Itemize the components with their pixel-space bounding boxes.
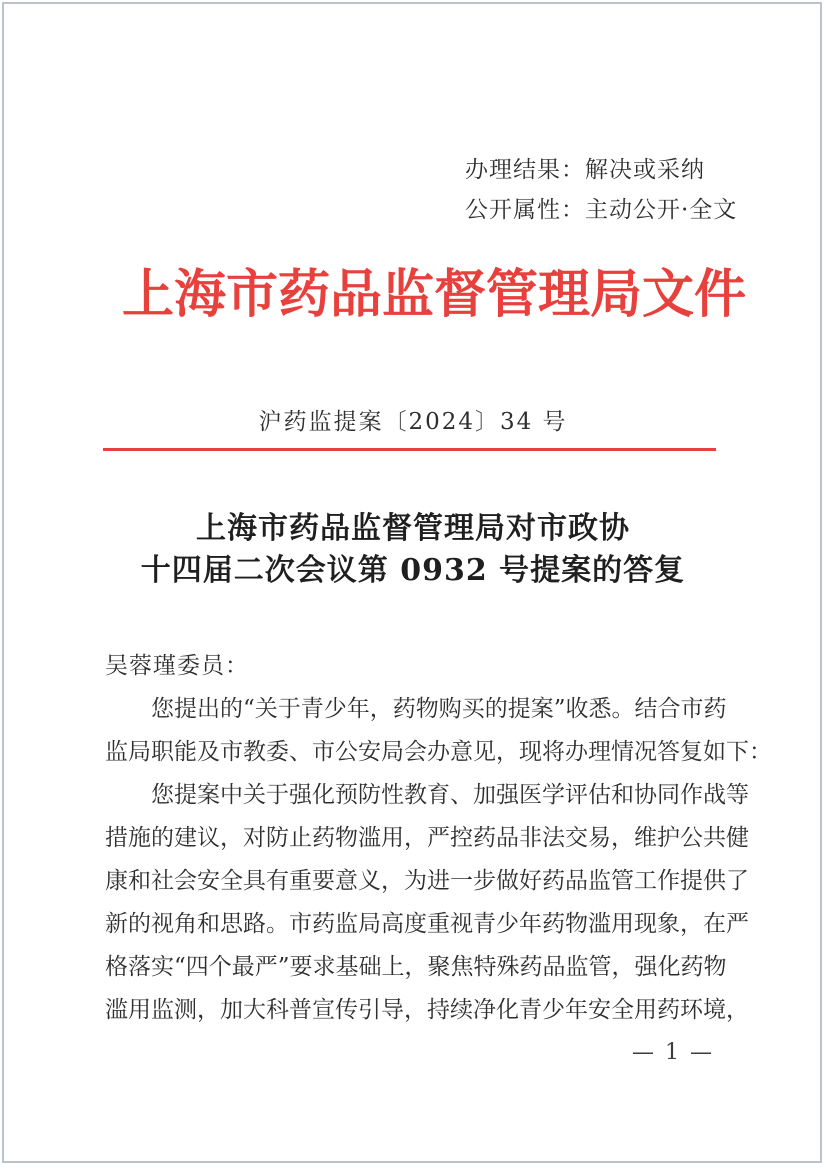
publicity-attribute-line: 公开属性：主动公开·全文 bbox=[465, 197, 738, 223]
document-title-line2: 十四届二次会议第 0932 号提案的答复 bbox=[140, 553, 686, 588]
body-line: 康和社会安全具有重要意义，为进一步做好药品监管工作提供了 bbox=[105, 868, 749, 894]
salutation: 吴蓉瑾委员： bbox=[105, 653, 249, 679]
body-line: 滥用监测，加大科普宣传引导，持续净化青少年安全用药环境， bbox=[105, 997, 749, 1023]
body-line: 新的视角和思路。市药监局高度重视青少年药物滥用现象，在严 bbox=[105, 911, 749, 937]
page-number: — 1 — bbox=[632, 1040, 714, 1065]
red-divider-rule bbox=[103, 448, 716, 451]
document-number: 沪药监提案〔2024〕34 号 bbox=[258, 409, 568, 435]
body-line: 您提案中关于强化预防性教育、加强医学评估和协同作战等 bbox=[105, 782, 749, 808]
handling-result-line: 办理结果：解决或采纳 bbox=[465, 157, 705, 183]
header-meta bbox=[465, 150, 737, 230]
body-line: 措施的建议，对防止药物滥用，严控药品非法交易，维护公共健 bbox=[105, 825, 749, 851]
document-title-line1: 上海市药品监督管理局对市政协 bbox=[196, 511, 630, 546]
body-line: 格落实“四个最严”要求基础上，聚焦特殊药品监管，强化药物 bbox=[105, 954, 727, 980]
body-line: 监局职能及市教委、市公安局会办意见，现将办理情况答复如下： bbox=[105, 739, 772, 765]
document-title bbox=[0, 508, 826, 592]
letter-body bbox=[105, 645, 772, 1032]
agency-masthead-title: 上海市药品监督管理局文件 bbox=[122, 264, 747, 325]
body-line: 您提出的“关于青少年，药物购买的提案”收悉。结合市药 bbox=[105, 696, 727, 722]
